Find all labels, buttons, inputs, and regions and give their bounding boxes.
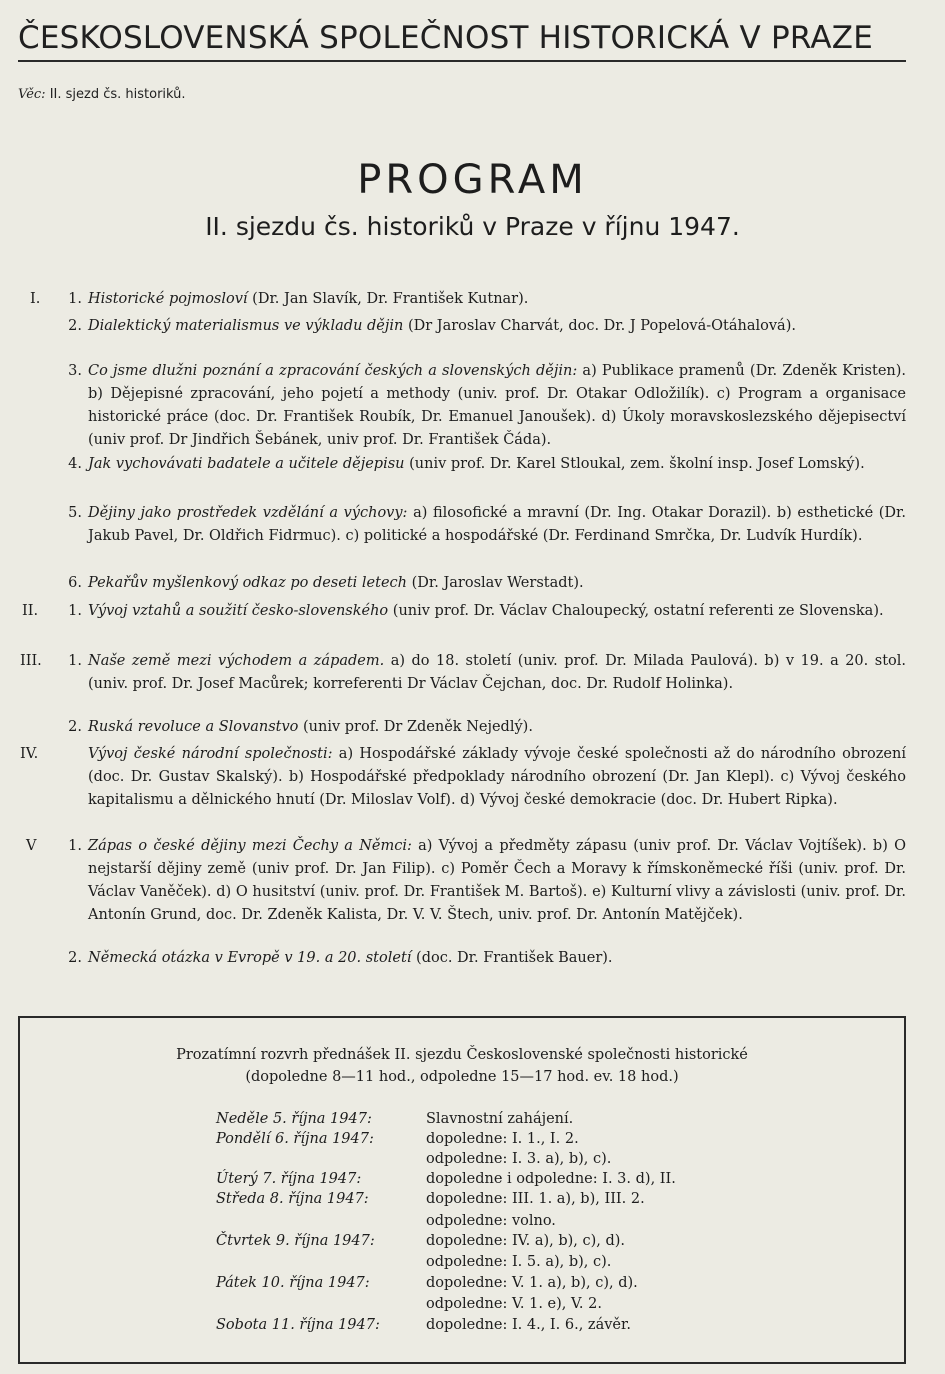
section-number: I.	[30, 291, 41, 307]
schedule-activity: odpoledne: I. 5. a), b), c).	[426, 1254, 612, 1270]
program-item	[30, 947, 906, 970]
item-details: a) Publikace pramenů (Dr. Zdeněk Kristen). b) Dějepisné zpracování, jeho pojetí a methody (univ. prof. Dr. Otakar Odložilík). c) Program a organisace historické práce (doc. Dr. František Roubík, Dr. Emanuel Janoušek). d) Úkoly moravskoslezského dějepisectví (univ prof. Dr Jindřich Šebánek, univ prof. Dr. František Čáda).	[88, 363, 907, 448]
item-details: a) Vývoj a předměty zápasu (univ prof. Dr. Václav Vojtíšek). b) O nejstarší dějiny země (univ prof. Dr. Jan Filip). c) Poměr Čech a Moravy k římskoněmecké říši (univ. prof. Dr. Václav Vaněček). d) O husitství (univ. prof. Dr. František M. Bartoš). e) Kulturní vlivy a závislosti (univ. prof. Dr. Antonín Grund, doc. Dr. Zdeněk Kalista, Dr. V. V. Štech, univ. prof. Dr. Antonín Matějček).	[88, 838, 907, 923]
item-topic: Naše země mezi východem a západem.	[88, 653, 385, 669]
item-details: (univ prof. Dr Zdeněk Nejedlý).	[298, 719, 533, 735]
item-text	[88, 743, 906, 812]
schedule-day: Neděle 5. října 1947:	[216, 1111, 372, 1127]
item-topic: Vývoj vztahů a soužití česko-slovenského	[88, 603, 389, 619]
item-topic: Pekařův myšlenkový odkaz po deseti letech	[88, 575, 407, 591]
program-subtitle: II. sjezdu čs. historiků v Praze v říjnu 1947.	[205, 212, 740, 241]
program-item	[30, 716, 906, 739]
schedule-activity: Slavnostní zahájení.	[426, 1111, 574, 1127]
section-number: IV.	[20, 746, 39, 762]
schedule-activity: dopoledne: I. 4., I. 6., závěr.	[426, 1317, 631, 1333]
item-text	[88, 288, 906, 311]
schedule-day: Úterý 7. října 1947:	[216, 1171, 362, 1187]
item-text	[88, 600, 906, 623]
schedule-activity: dopoledne i odpoledne: I. 3. d), II.	[426, 1171, 676, 1187]
program-item	[30, 572, 906, 595]
item-details: (Dr. Jaroslav Werstadt).	[407, 575, 584, 591]
program-item	[30, 288, 906, 311]
subject-value: II. sjezd čs. historiků.	[49, 87, 186, 102]
schedule-activity: dopoledne: I. 1., I. 2.	[426, 1131, 579, 1147]
item-number: 5.	[68, 505, 82, 521]
organization-letterhead: ČESKOSLOVENSKÁ SPOLEČNOST HISTORICKÁ V PRAZE	[18, 20, 873, 56]
program-title: PROGRAM	[357, 157, 588, 203]
program-item	[30, 360, 906, 452]
header-divider	[18, 60, 906, 62]
program-item	[30, 453, 906, 499]
schedule-heading: Prozatímní rozvrh přednášek II. sjezdu Československé společnosti historické	[176, 1047, 748, 1063]
item-topic: Historické pojmosloví	[88, 291, 248, 307]
program-item	[30, 502, 906, 571]
item-details: (univ prof. Dr. Václav Chaloupecký, ostatní referenti ze Slovenska).	[388, 603, 884, 619]
schedule-day: Pondělí 6. října 1947:	[216, 1131, 374, 1147]
schedule-activity: dopoledne: III. 1. a), b), III. 2.	[426, 1191, 645, 1207]
item-number: 1.	[68, 603, 82, 619]
program-item	[20, 650, 906, 719]
item-details: a) Hospodářské základy vývoje české společnosti až do národního obrození (doc. Dr. Gustav Skalský). b) Hospodářské předpoklady národního obrození (Dr. Jan Klepl). c) Vývoj českého kapitalismu a dělnického hnutí (Dr. Miloslav Volf). d) Vývoj české demokracie (doc. Dr. Hubert Ripka).	[88, 746, 906, 808]
item-text	[88, 650, 906, 696]
item-number: 1.	[68, 653, 82, 669]
schedule-day: Sobota 11. října 1947:	[216, 1317, 380, 1333]
item-number: 3.	[68, 363, 82, 379]
schedule-hours: (dopoledne 8—11 hod., odpoledne 15—17 hod. ev. 18 hod.)	[245, 1069, 679, 1085]
item-text	[88, 835, 906, 927]
item-details: (doc. Dr. František Bauer).	[411, 950, 613, 966]
schedule-activity: odpoledne: I. 3. a), b), c).	[426, 1151, 612, 1167]
item-topic: Ruská revoluce a Slovanstvo	[88, 719, 299, 735]
item-topic: Německá otázka v Evropě v 19. a 20. století	[88, 950, 412, 966]
item-number: 2.	[68, 318, 82, 334]
subject-label: Věc:	[18, 87, 46, 102]
schedule-day: Čtvrtek 9. října 1947:	[216, 1233, 375, 1249]
item-details: (univ prof. Dr. Karel Stloukal, zem. školní insp. Josef Lomský).	[404, 456, 865, 472]
program-item	[26, 835, 906, 950]
program-item	[22, 600, 906, 646]
section-number: II.	[22, 603, 39, 619]
subject-line	[18, 87, 186, 102]
section-number: V	[26, 838, 37, 854]
item-text	[88, 947, 906, 970]
program-item	[20, 743, 906, 835]
item-topic: Vývoj české národní společnosti:	[88, 746, 333, 762]
item-text	[88, 315, 906, 338]
item-text	[88, 453, 906, 476]
item-details: a) do 18. století (univ. prof. Dr. Milada Paulová). b) v 19. a 20. stol. (univ. prof. Dr. Josef Macůrek; korreferenti Dr Václav Čejchan, doc. Dr. Rudolf Holinka).	[88, 653, 906, 692]
item-number: 2.	[68, 719, 82, 735]
item-topic: Jak vychovávati badatele a učitele dějepisu	[88, 456, 405, 472]
item-topic: Co jsme dlužni poznání a zpracování českých a slovenských dějin:	[88, 363, 578, 379]
item-topic: Dialektický materialismus ve výkladu dějin	[88, 318, 404, 334]
item-text	[88, 360, 906, 452]
item-number: 6.	[68, 575, 82, 591]
schedule-activity: dopoledne: IV. a), b), c), d).	[426, 1233, 626, 1249]
item-topic: Zápas o české dějiny mezi Čechy a Němci:	[88, 838, 412, 854]
schedule-activity: dopoledne: V. 1. a), b), c), d).	[426, 1275, 638, 1291]
item-number: 1.	[68, 291, 82, 307]
item-number: 2.	[68, 950, 82, 966]
item-number: 1.	[68, 838, 82, 854]
item-details: (Dr Jaroslav Charvát, doc. Dr. J Popelová-Otáhalová).	[403, 318, 796, 334]
program-item	[30, 315, 906, 361]
schedule-day: Pátek 10. října 1947:	[216, 1275, 370, 1291]
item-text	[88, 572, 906, 595]
item-details: (Dr. Jan Slavík, Dr. František Kutnar).	[247, 291, 529, 307]
item-topic: Dějiny jako prostředek vzdělání a výchovy:	[88, 505, 408, 521]
schedule-activity: odpoledne: V. 1. e), V. 2.	[426, 1296, 602, 1312]
schedule-activity: odpoledne: volno.	[426, 1213, 556, 1229]
schedule-day: Středa 8. října 1947:	[216, 1191, 369, 1207]
section-number: III.	[20, 653, 42, 669]
item-number: 4.	[68, 456, 82, 472]
item-details: a) filosofické a mravní (Dr. Ing. Otakar Dorazil). b) esthetické (Dr. Jakub Pavel, Dr. Oldřich Fidrmuc). c) politické a hospodářské (Dr. Ferdinand Smrčka, Dr. Ludvík Hurdík).	[88, 505, 907, 544]
item-text	[88, 502, 906, 548]
item-text	[88, 716, 906, 739]
schedule-box	[18, 1016, 906, 1364]
